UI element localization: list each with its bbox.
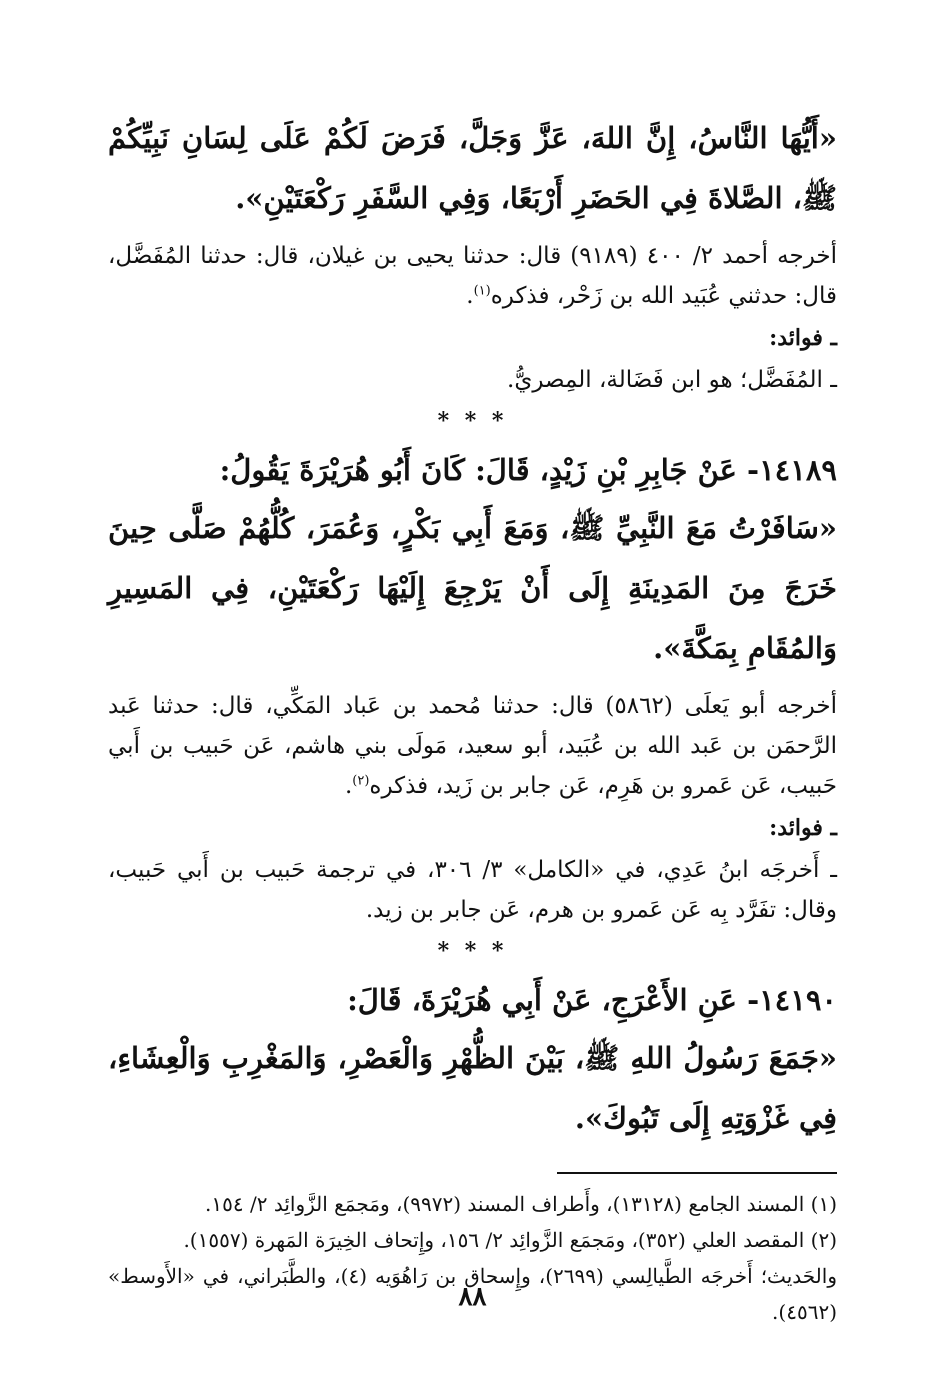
footnote-2-continued: والحَديث؛ أَخرجَه الطَّيالِسي (٢٦٩٩)، وإِسحاق بن رَاهُوَيه (٤)، والطَّبَراني، في «الأَوسط» (٤٥٦٢).	[108, 1264, 837, 1324]
source-end-14189: .	[344, 773, 353, 799]
hadith-heading-14189: ١٤١٨٩- عَنْ جَابِرِ بْنِ زَيْدٍ، قَالَ: كَانَ أَبُو هُرَيْرَةَ يَقُولُ:	[219, 453, 837, 487]
fawaid-item-14189: ـ أَخرجَه ابنُ عَدِي، في «الكامل» ٣/ ٣٠٦، في ترجمة حَبيب بن أَبي حَبيب، وقال: تفَرَّد بِه عَن عَمرو بن هرم، عَن جابر بن زيد.	[108, 857, 837, 923]
footnote-ref-1: (١)	[473, 283, 491, 299]
source-end-1: .	[466, 283, 474, 309]
hadith-heading-14190: ١٤١٩٠- عَنِ الأَعْرَجِ، عَنْ أَبِي هُرَيْرَةَ، قَالَ:	[347, 983, 837, 1017]
fawaid-heading-1: ـ فوائد:	[769, 325, 837, 351]
source-paragraph-14189	[108, 686, 837, 806]
source-paragraph-1	[108, 236, 837, 316]
page-number: ٨٨	[458, 1282, 487, 1312]
footnote-divider	[557, 1172, 837, 1174]
fawaid-item-1: ـ المُفَضَّل؛ هو ابن فَضَالة، المِصريُّ.	[507, 367, 837, 393]
source-text-1: أخرجه أحمد ٢/ ٤٠٠ (٩١٨٩) قال: حدثنا يحيى بن غيلان، قال: حدثنا المُفَضَّل، قال: حدثني عُبَيد الله بن زَحْر، فذكره	[108, 243, 837, 309]
footnote-1: (١) المسند الجامع (١٣١٢٨)، وأَطراف المسند (٩٩٧٢)، ومَجمَع الزَّوائِد ٢/ ١٥٤.	[205, 1192, 837, 1216]
hadith-text-14190: «جَمَعَ رَسُولُ اللهِ ﷺ، بَيْنَ الظُّهْرِ وَالْعَصْرِ، وَالمَغْرِبِ وَالْعِشَاءِ، فِي غَزْوَتِهِ إِلَى تَبُوكَ».	[108, 1041, 837, 1135]
fawaid-heading-14189: ـ فوائد:	[769, 815, 837, 841]
source-text-14189: أخرجه أبو يَعلَى (٥٨٦٢) قال: حدثنا مُحمد بن عَباد المَكِّي، قال: حدثنا عَبد الرَّحمَن بن عَبد الله بن عُبَيد، أبو سعيد، مَولَى بني هاشم، عَن حَبيب بن أَبي حَبيب، عَن عَمرو بن هَرِم، عَن جابر بن زَيد، فذكره	[108, 693, 837, 799]
hadith-text-1: «أَيُّهَا النَّاسُ، إِنَّ اللهَ، عَزَّ وَجَلَّ، فَرَضَ لَكُمْ عَلَى لِسَانِ نَبِيِّكُمْ ﷺ، الصَّلاةَ فِي الحَضَرِ أَرْبَعًا، وَفِي السَّفَرِ رَكْعَتَيْنِ».	[108, 121, 837, 215]
section-separator: * * *	[437, 408, 508, 434]
footnote-2: (٢) المقصد العلي (٣٥٢)، ومَجمَع الزَّوائِد ٢/ ١٥٦، وإِتحاف الخِيرَة المَهرة (١٥٥٧).	[183, 1228, 837, 1252]
footnote-ref-2: (٢)	[352, 773, 370, 789]
section-separator: * * *	[437, 938, 508, 964]
hadith-text-14189: «سَافَرْتُ مَعَ النَّبِيِّ ﷺ، وَمَعَ أَبِي بَكْرٍ، وَعُمَرَ، كُلُّهُمْ صَلَّى حِينَ خَرَجَ مِنَ المَدِينَةِ إِلَى أَنْ يَرْجِعَ إِلَيْهَا رَكْعَتَيْنِ، فِي المَسِيرِ وَالمُقَامِ بِمَكَّةَ».	[108, 511, 837, 665]
